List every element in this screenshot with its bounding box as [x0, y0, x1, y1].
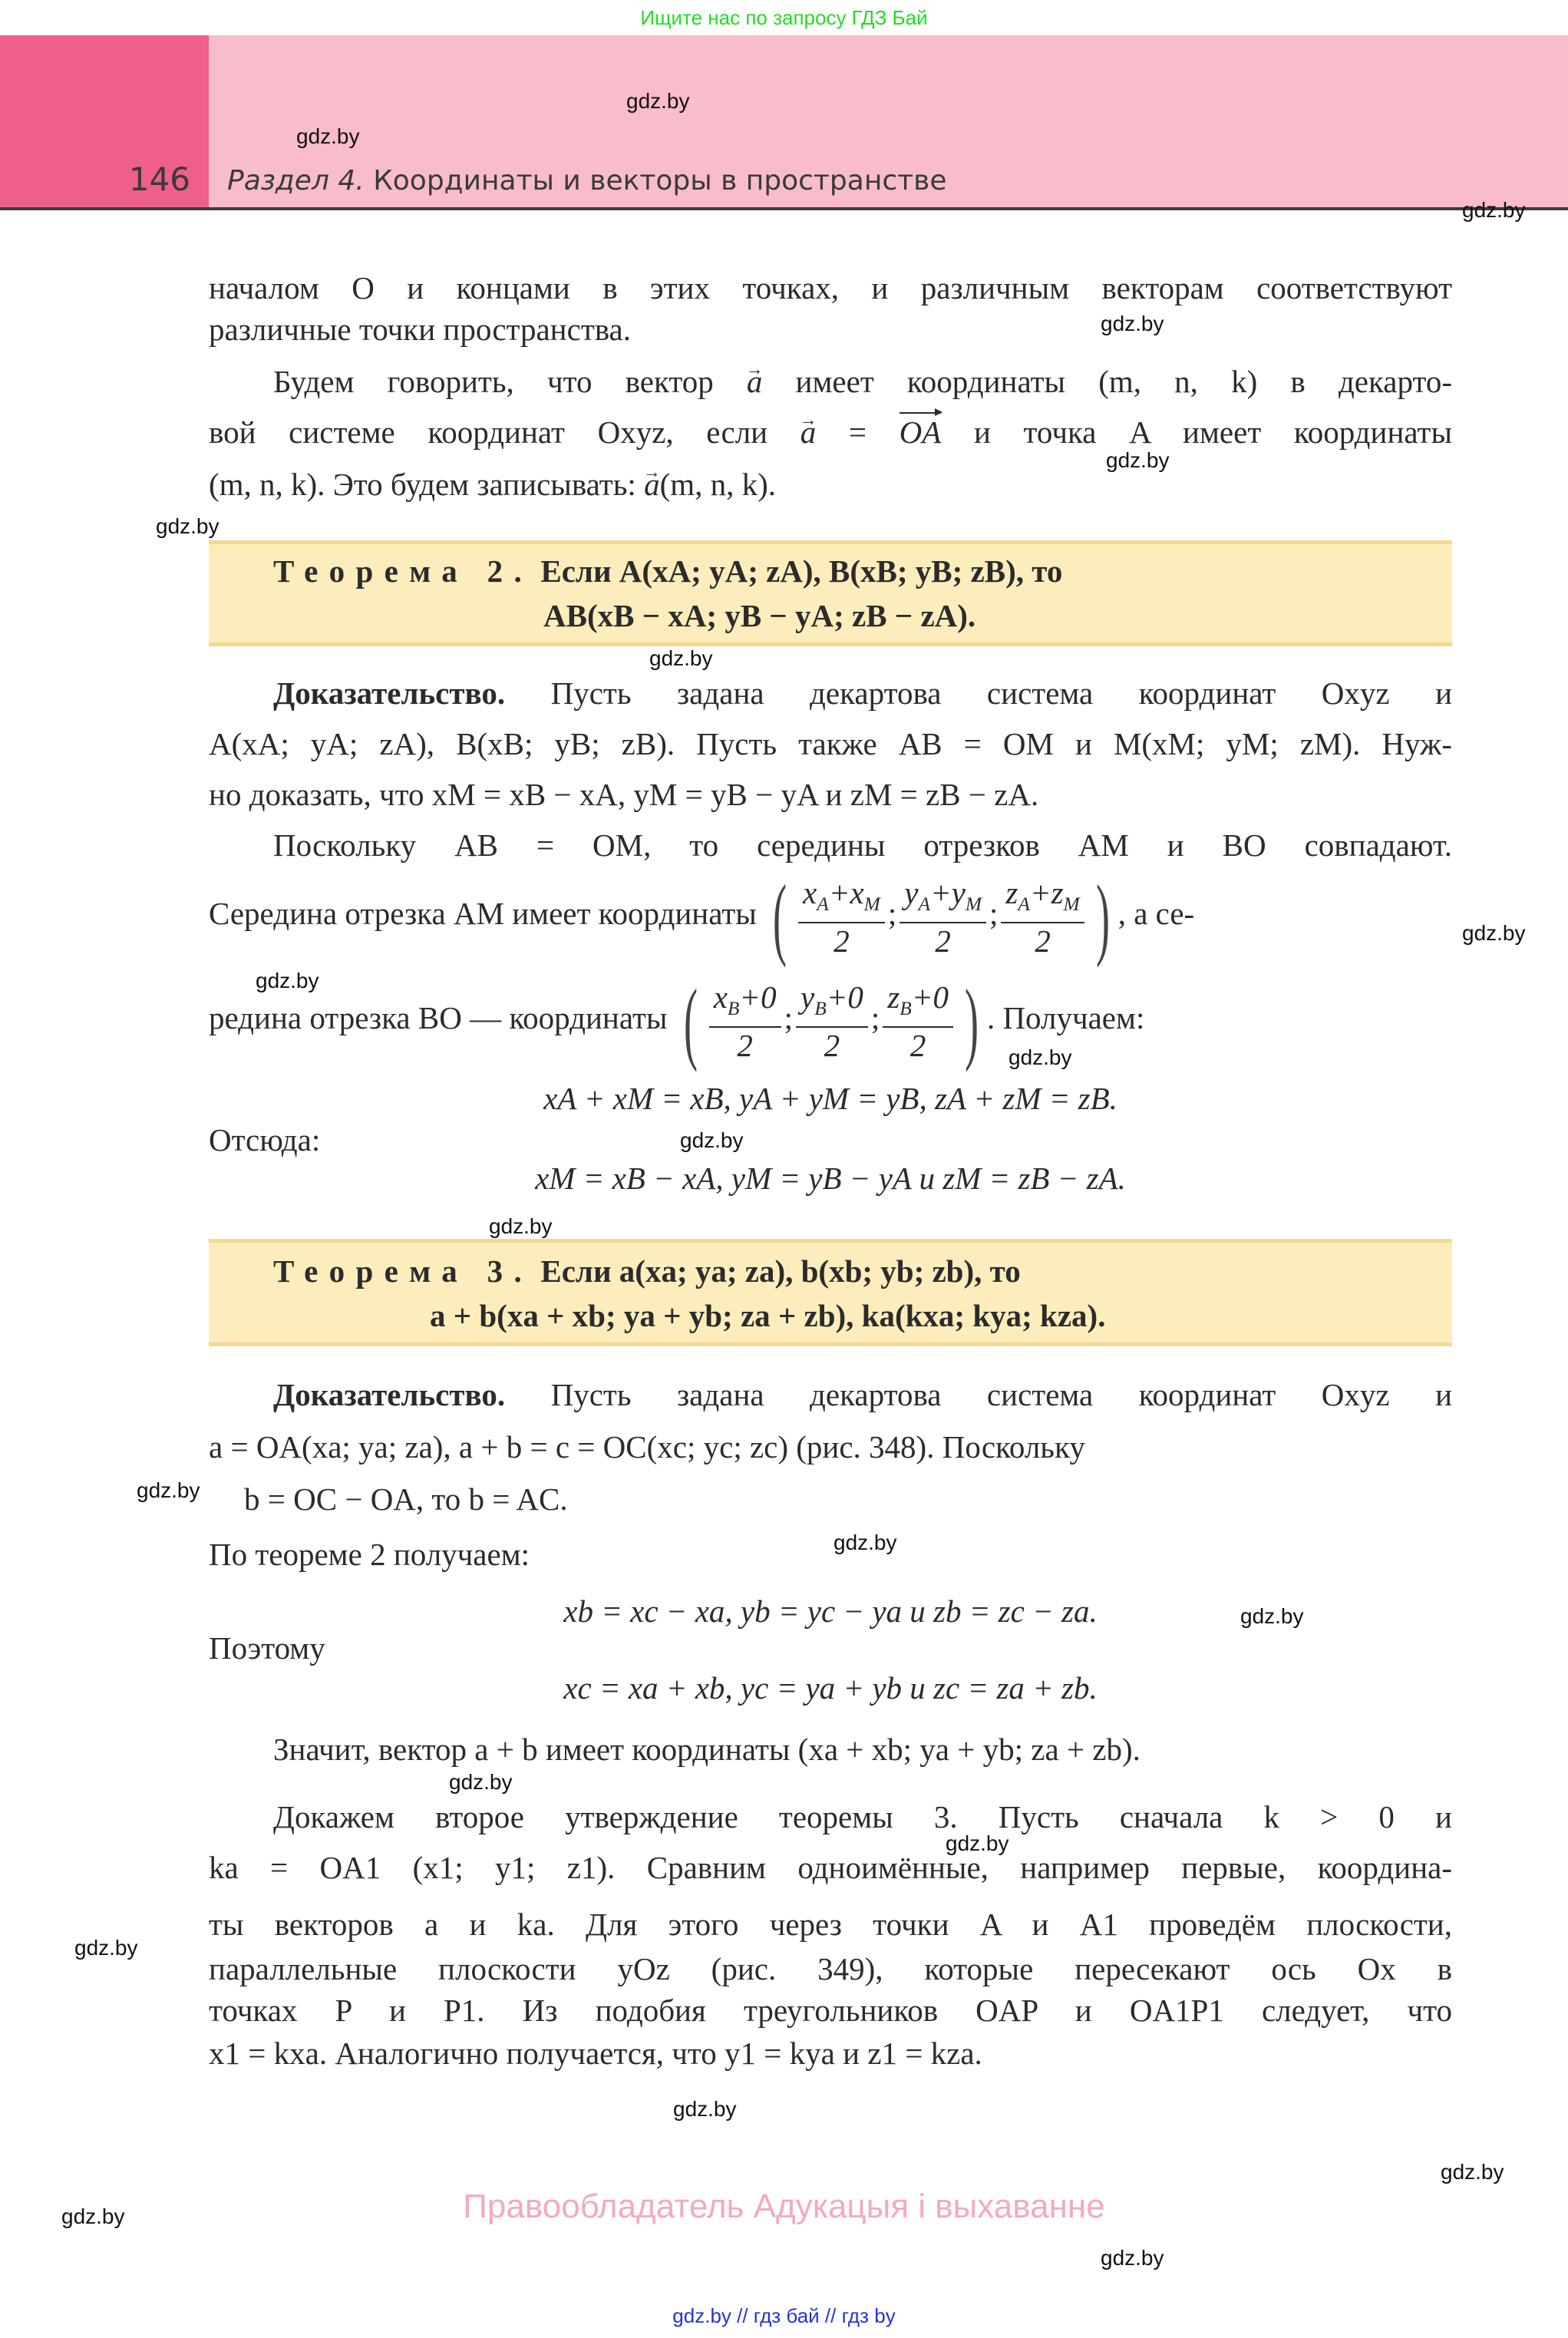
text-line: [209, 1374, 1452, 1415]
watermark: gdz.by: [1240, 1604, 1304, 1628]
text-line: Значит, вектор a + b имеет координаты (xa + xb; ya + yb; za + zb).: [273, 1732, 1141, 1767]
text-fragment: Середина отрезка AM имеет координаты: [209, 896, 757, 931]
fraction: $\frac{x_B+0}{2}$: [709, 979, 781, 1063]
section-name: Координаты и векторы в пространстве: [373, 165, 947, 196]
text-line: [209, 464, 1452, 505]
section-title: [227, 165, 946, 196]
watermark: gdz.by: [649, 646, 713, 670]
page-number: 146: [128, 160, 190, 198]
text-line: A(xA; yA; zA), B(xB; yB; zB). Пусть также AB = OM и M(xM; yM; zM). Нуж-: [209, 726, 1452, 761]
text-line: ka = OA1 (x1; y1; z1). Сравним одноимённые, например первые, координа-: [209, 1850, 1452, 1885]
text-line: [209, 361, 1452, 402]
watermark: gdz.by: [1101, 2246, 1164, 2270]
text-fragment: редина отрезка BO — координаты: [209, 1000, 668, 1035]
theorem-label: Теорема 3.: [273, 1253, 533, 1289]
fraction: $\frac{y_B+0}{2}$: [796, 979, 868, 1063]
equation: xM = xB − xA, yM = yB − yA и zM = zB − zA.: [535, 1161, 1126, 1196]
theorem-3-line-2: a + b(xa + xb; ya + yb; za + zb), ka(kxa; kya; kza).: [430, 1298, 1106, 1333]
left-paren: (: [683, 969, 698, 1072]
theorem-statement: Если A(xA; yA; zA), B(xB; yB; zB), то: [540, 553, 1063, 589]
text-line: Отсюда:: [209, 1122, 321, 1157]
watermark: gdz.by: [1106, 448, 1170, 472]
text-fragment: (m, n, k).: [659, 467, 777, 502]
equation: xA + xM = xB, yA + yM = yB, zA + zM = zB.: [543, 1081, 1117, 1116]
watermark: gdz.by: [1462, 198, 1526, 222]
text-fragment: Пусть задана декартова система координат Oxyz и: [550, 1377, 1453, 1412]
watermark: gdz.by: [296, 124, 360, 148]
fraction: $\frac{x_A+x_M}{2}$: [798, 875, 885, 959]
text-fragment: (m, n, k). Это будем записывать:: [209, 467, 636, 502]
text-fragment: Пусть задана декартова система координат Oxyz и: [550, 675, 1453, 711]
text-line: b = OC − OA, то b = AC.: [244, 1481, 568, 1517]
watermark: gdz.by: [834, 1531, 897, 1554]
page-header: [0, 35, 1568, 210]
page-number-tab: [0, 35, 209, 207]
watermark: gdz.by: [1441, 2160, 1504, 2184]
text-line: a = OA(xa; ya; za), a + b = c = OC(xc; yc; zc) (рис. 348). Поскольку: [209, 1429, 1085, 1465]
watermark: gdz.by: [1101, 312, 1164, 335]
watermark: gdz.by: [137, 1478, 200, 1502]
section-label: Раздел 4.: [227, 165, 365, 196]
watermark: gdz.by: [156, 514, 220, 538]
top-banner: Ищите нас по запросу ГДЗ Бай: [640, 6, 928, 29]
proof-label: Доказательство.: [273, 1377, 506, 1412]
left-paren: (: [773, 865, 787, 968]
fraction: $\frac{z_B+0}{2}$: [883, 979, 953, 1063]
watermark: gdz.by: [673, 2097, 737, 2121]
watermark: gdz.by: [256, 969, 319, 992]
theorem-2-box: [209, 540, 1452, 646]
text-line: x1 = kxa. Аналогично получается, что y1 = kya и z1 = kza.: [209, 2036, 982, 2071]
theorem-statement: Если a(xa; ya; za), b(xb; yb; zb), то: [540, 1253, 1021, 1289]
text-fragment: имеет координаты (m, n, k) в декарто-: [795, 364, 1452, 399]
text-line: различные точки пространства.: [209, 312, 631, 347]
watermark: gdz.by: [74, 1936, 138, 1960]
theorem-3-line-1: [209, 1243, 1452, 1293]
text-line: вой системе координат Oxyz, если → a = OA и точка A имеет координаты: [209, 411, 1452, 453]
right-paren: ): [964, 969, 979, 1072]
text-line: ты векторов a и ka. Для этого через точки A и A1 проведём плоскости,: [209, 1907, 1452, 1942]
text-line: Докажем второе утверждение теоремы 3. Пусть сначала k > 0 и: [273, 1799, 1452, 1834]
text-line: Середина отрезка AM имеет координаты ( $\frac{x_A+x_M}{2}$ ; $\frac{y_A+y_M}{2}$ ; $\frac{z_A+z_M}{2}$ ) , а се-: [209, 865, 1195, 968]
fraction: $\frac{z_A+z_M}{2}$: [1001, 875, 1084, 959]
watermark: gdz.by: [489, 1214, 553, 1238]
watermark: gdz.by: [1462, 921, 1526, 945]
text-fragment: вой системе координат Oxyz, если: [209, 414, 768, 450]
theorem-label: Теорема 2.: [273, 553, 533, 589]
text-line: но доказать, что xM = xB − xA, yM = yB − yA и zM = zB − zA.: [209, 777, 1039, 812]
text-fragment: и точка A имеет координаты: [973, 414, 1453, 450]
text-line: Поэтому: [209, 1630, 325, 1666]
fraction: $\frac{y_A+y_M}{2}$: [900, 875, 986, 959]
right-paren: ): [1095, 865, 1110, 968]
vector-a: → a: [644, 464, 660, 505]
watermark: gdz.by: [946, 1831, 1009, 1855]
text-fragment: . Получаем:: [986, 1000, 1145, 1035]
vector-OA: OA: [900, 411, 942, 453]
text-line: параллельные плоскости yOz (рис. 349), которые пересекают ось Ox в: [209, 1951, 1452, 1986]
watermark: gdz.by: [1008, 1045, 1072, 1069]
watermark: gdz.by: [626, 89, 690, 113]
watermark: gdz.by: [680, 1128, 744, 1152]
equation: xb = xc − xa, yb = yc − ya и zb = zc − za.: [563, 1593, 1098, 1629]
text-fragment: Будем говорить, что вектор: [273, 364, 714, 399]
text-line: Поскольку AB = OM, то середины отрезков AM и BO совпадают.: [273, 827, 1452, 863]
copyright-notice: Правообладатель Адукацыя і выхаванне: [463, 2188, 1105, 2225]
vector-a: → a: [801, 411, 817, 453]
equation: xc = xa + xb, yc = ya + yb и zc = za + zb.: [563, 1670, 1098, 1706]
text-line: точках P и P1. Из подобия треугольников OAP и OA1P1 следует, что: [209, 1993, 1452, 2028]
text-line: началом O и концами в этих точках, и различным векторам соответствуют: [209, 270, 1452, 305]
text-line: По теореме 2 получаем:: [209, 1537, 530, 1572]
text-fragment: , а се-: [1117, 896, 1195, 931]
text-line: редина отрезка BO — координаты ( $\frac{x_B+0}{2}$ ; $\frac{y_B+0}{2}$ ; $\frac{z_B+0}{2}$ ) . Получаем:: [209, 969, 1145, 1072]
watermark: gdz.by: [61, 2204, 125, 2228]
theorem-2-line-2: AB(xB − xA; yB − yA; zB − zA).: [543, 598, 976, 633]
theorem-2-line-1: [209, 544, 1452, 593]
watermark: gdz.by: [449, 1770, 513, 1794]
footer-links[interactable]: gdz.by // гдз бай // гдз by: [672, 2304, 896, 2327]
vector-a: → a: [747, 361, 763, 402]
text-line: [209, 672, 1452, 714]
theorem-3-box: [209, 1239, 1452, 1346]
proof-label: Доказательство.: [273, 675, 506, 711]
